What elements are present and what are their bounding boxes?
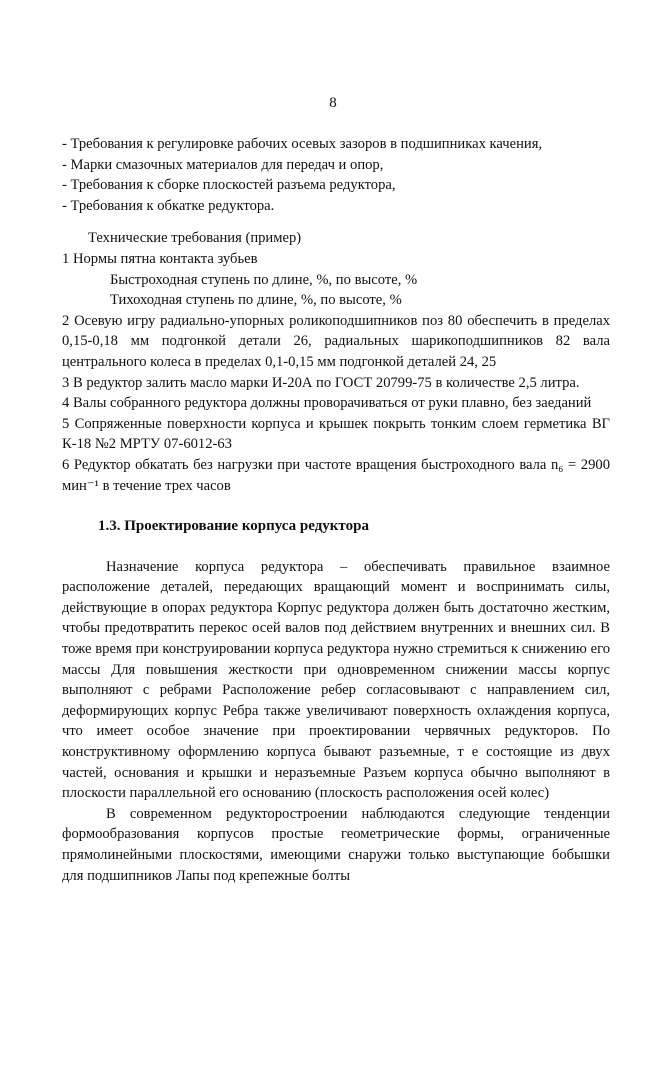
requirement-item-1: 1 Нормы пятна контакта зубьев — [62, 250, 258, 267]
requirement-item-1-fast-stage: Быстроходная ступень по длине, %, по высоте, % — [110, 271, 418, 288]
page-content — [62, 134, 610, 886]
technical-requirements — [62, 228, 610, 496]
section-paragraph-2: В современном редукторостроении наблюдаются следующие тенденции формообразования корпусов простые геометрические формы, ограниченные прямолинейными плоскостями, имеющими снаружи только выступающие бобышки для подшипников Лапы под крепежные болты — [62, 805, 610, 884]
list-item: - Требования к обкатке редуктора. — [62, 197, 275, 214]
page-number: 8 — [329, 95, 337, 111]
requirement-item-1-slow-stage: Тихоходная ступень по длине, %, по высоте, % — [110, 292, 402, 309]
requirement-item-4: 4 Валы собранного редуктора должны проворачиваться от руки плавно, без заеданий — [62, 395, 592, 412]
list-item: - Марки смазочных материалов для передач и опор, — [62, 156, 384, 173]
technical-requirements-title: Технические требования (пример) — [88, 230, 302, 247]
requirement-item-2: 2 Осевую игру радиально-упорных роликоподшипников поз 80 обеспечить в пределах 0,15-0,18 мм подгонкой детали 26, радиальных шарикоподшипников 82 вала центрального колеса в пределах 0,1-0,15 мм подгонкой деталей 24, 25 — [62, 312, 610, 370]
requirement-item-3: 3 В редуктор залить масло марки И-20А по ГОСТ 20799-75 в количестве 2,5 литра. — [62, 374, 580, 391]
requirement-item-6: 6 Редуктор обкатать без нагрузки при частоте вращения быстроходного вала n₆ = 2900 мин⁻¹ в течение трех часов — [62, 456, 610, 494]
list-item: - Требования к регулировке рабочих осевых зазоров в подшипниках качения, — [62, 136, 543, 152]
requirements-list — [62, 134, 610, 216]
requirement-item-5: 5 Сопряженные поверхности корпуса и крышек покрыть тонким слоем герметика ВГ К-18 №2 МРТУ 07-6012-63 — [62, 415, 610, 453]
section-heading: 1.3. Проектирование корпуса редуктора — [98, 518, 369, 535]
section-paragraph-1: Назначение корпуса редуктора – обеспечивать правильное взаимное расположение деталей, передающих вращающий момент и воспринимать силы, действующие в опорах редуктора Корпус редуктора должен быть достаточно жестким, чтобы предотвратить перекос осей валов под действием внутренних и внешних сил. В тоже время при конструировании корпуса редуктора нужно стремиться к снижению его массы Для повышения жесткости при одновременном снижении массы корпус выполняют с ребрами Расположение ребер согласовывают с направлением сил, деформирующих корпус Ребра также увеличивают поверхность охлаждения корпуса, что имеет особое значение при проектировании червячных редукторов. По конструктивному оформлению корпуса бывают разъемные, т е состоящие из двух частей, основания и крышки и неразъемные Разъем корпуса обычно выполняют в плоскости параллельной его основанию (плоскость расположения осей колес) — [62, 558, 610, 802]
list-item: - Требования к сборке плоскостей разъема редуктора, — [62, 177, 396, 194]
